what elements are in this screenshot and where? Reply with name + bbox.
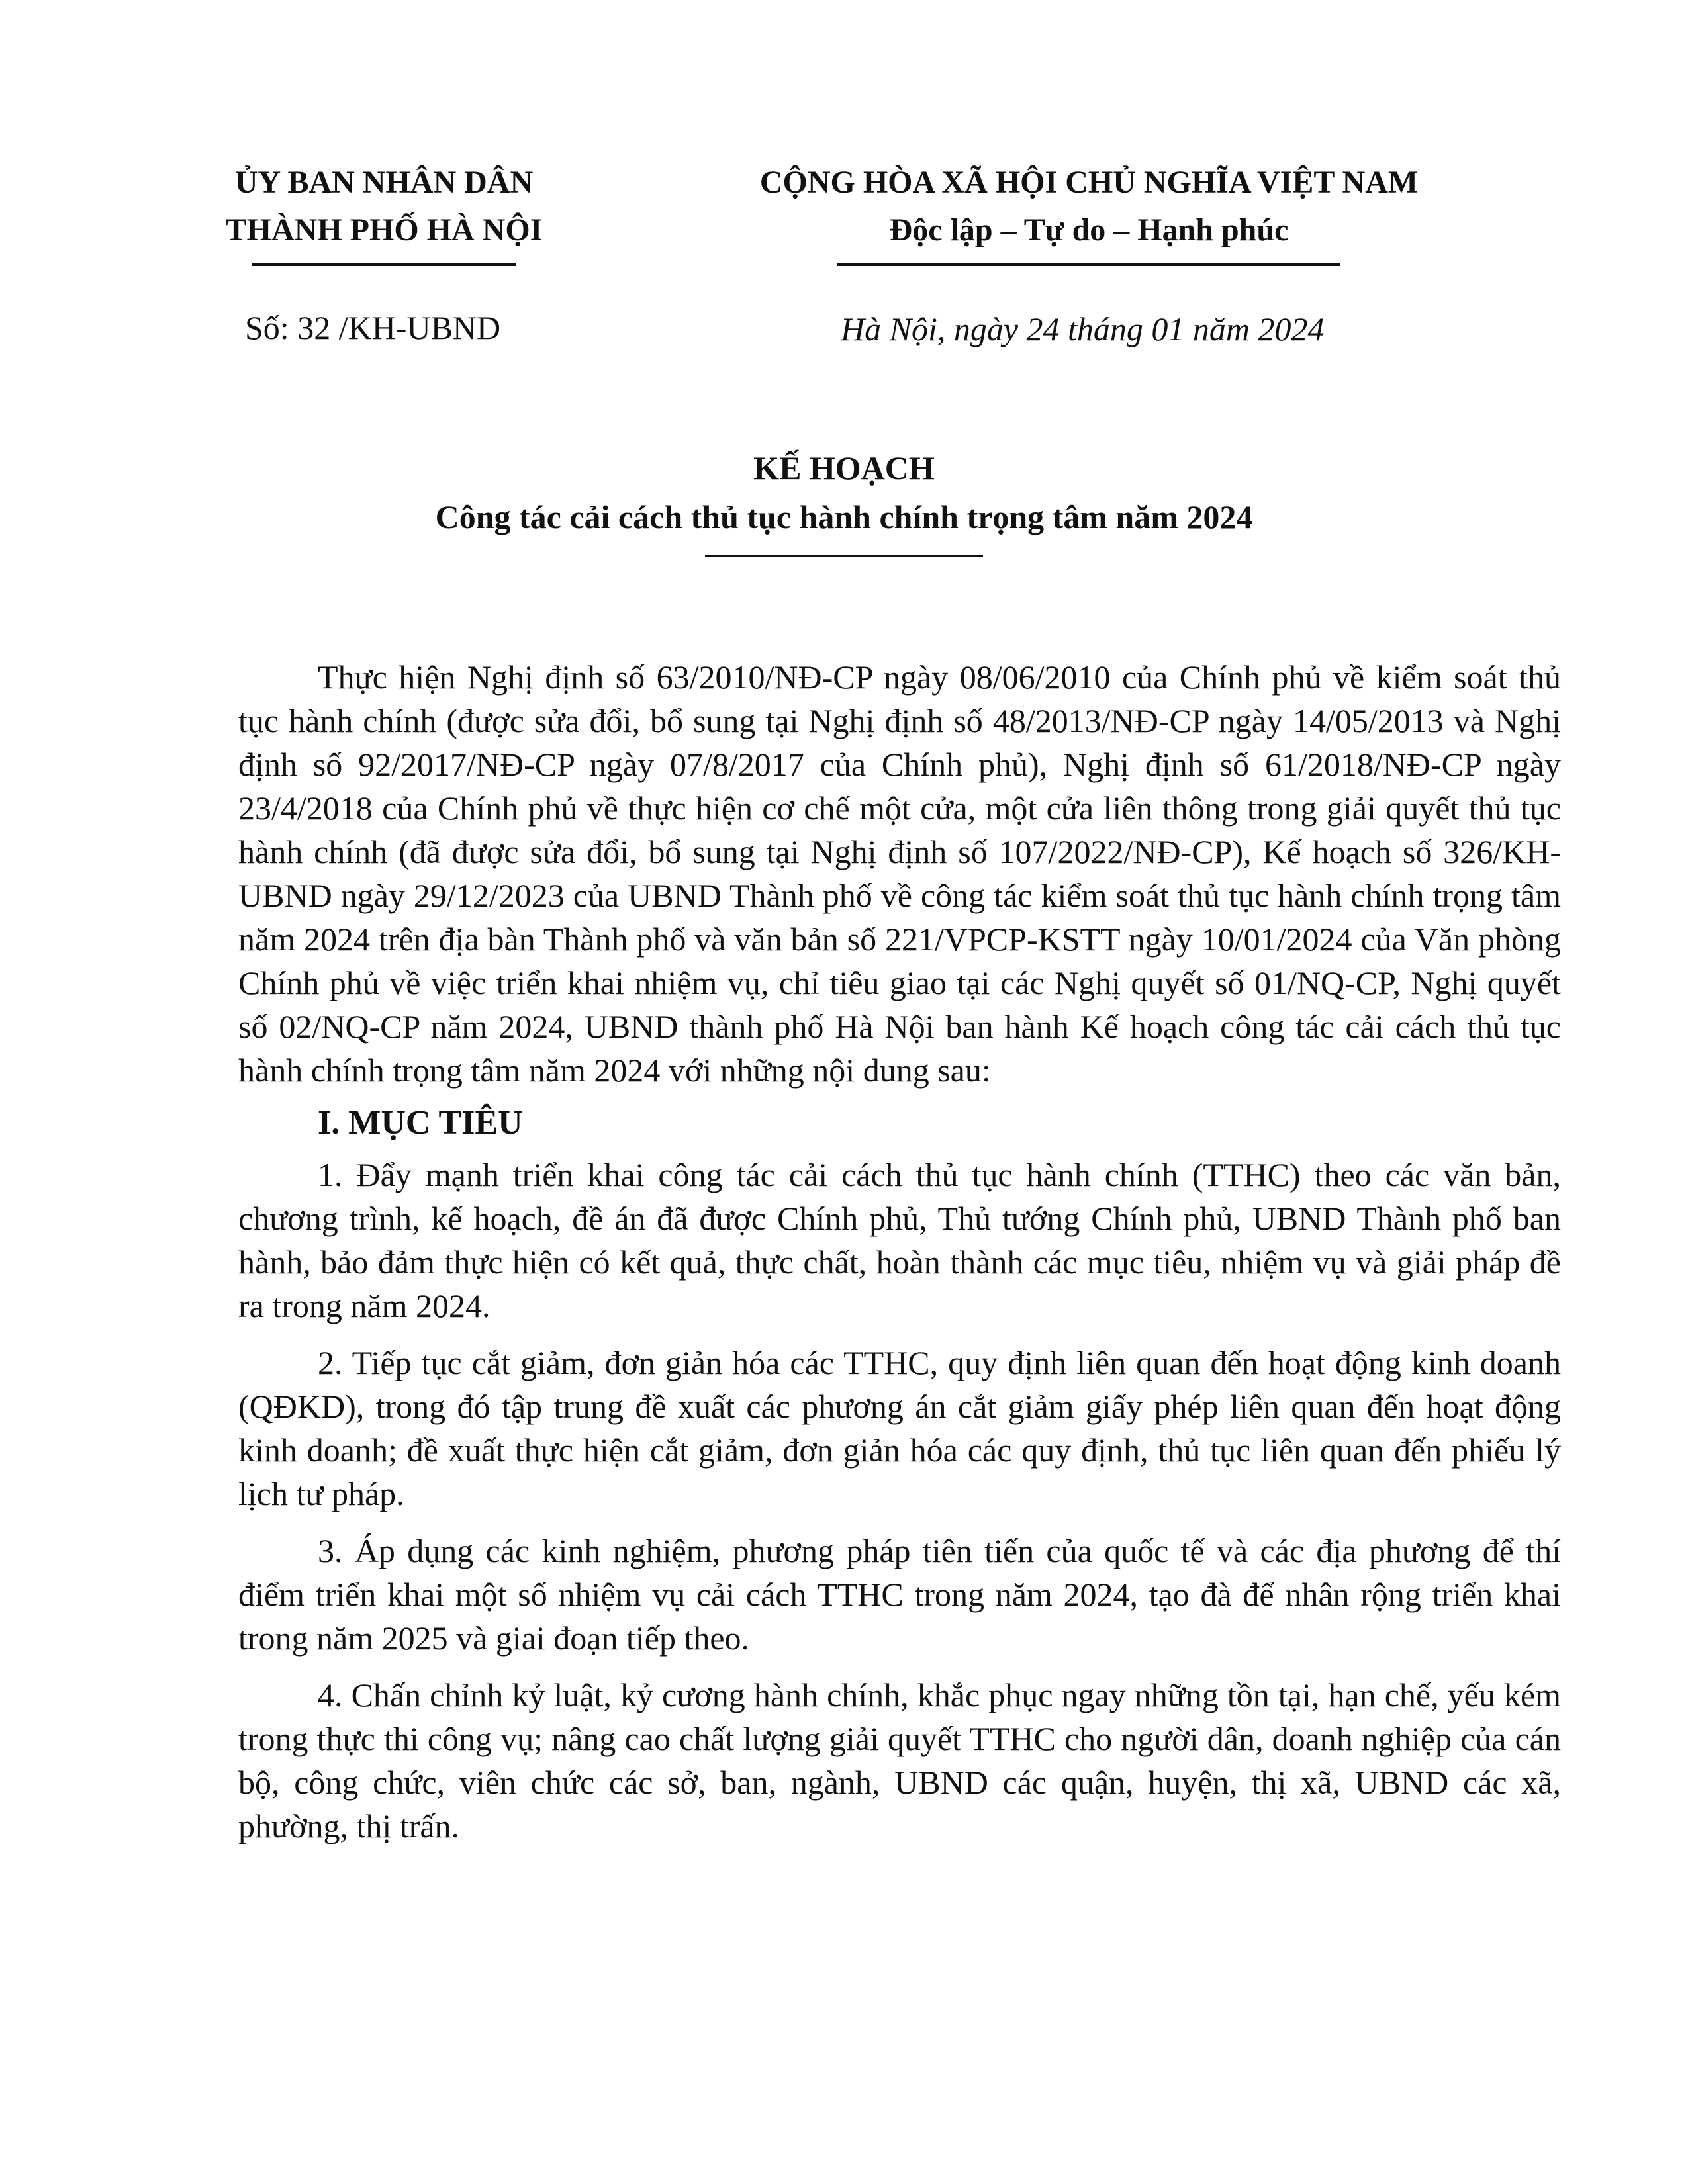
- agency-line-2: THÀNH PHỐ HÀ NỘI: [225, 212, 543, 248]
- intro-paragraph: Thực hiện Nghị định số 63/2010/NĐ-CP ngày 08/06/2010 của Chính phủ về kiểm soát thủ tục hành chính (được sửa đổi, bổ sung tại Nghị định số 48/2013/NĐ-CP ngày 14/05/2013 và Nghị định số 92/2017/NĐ-CP ngày 07/8/2017 của Chính phủ), Nghị định số 61/2018/NĐ-CP ngày 23/4/2018 của Chính phủ về thực hiện cơ chế một cửa, một cửa liên thông trong giải quyết thủ tục hành chính (đã được sửa đổi, bổ sung tại Nghị định số 107/2022/NĐ-CP), Kế hoạch số 326/KH-UBND ngày 29/12/2023 của UBND Thành phố về công tác kiểm soát thủ tục hành chính trọng tâm năm 2024 trên địa bàn Thành phố và văn bản số 221/VPCP-KSTT ngày 10/01/2024 của Văn phòng Chính phủ về việc triển khai nhiệm vụ, chỉ tiêu giao tại các Nghị quyết số 01/NQ-CP, Nghị quyết số 02/NQ-CP năm 2024, UBND thành phố Hà Nội ban hành Kế hoạch công tác cải cách thủ tục hành chính trọng tâm năm 2024 với những nội dung sau:: [238, 659, 1561, 1089]
- document-title: KẾ HOẠCH: [753, 449, 935, 486]
- document-body: [238, 655, 1561, 1854]
- agency-line-1: ỦY BAN NHÂN DÂN: [234, 165, 534, 200]
- motto-underline: [837, 263, 1340, 266]
- issuing-agency: [199, 159, 569, 266]
- title-underline: [705, 555, 983, 557]
- section-heading: I. MỤC TIÊU: [318, 1104, 523, 1142]
- national-motto: [675, 159, 1503, 266]
- document-title-block: [0, 443, 1688, 557]
- objective-item-1: 1. Đẩy mạnh triển khai công tác cải cách thủ tục hành chính (TTHC) theo các văn bản, chương trình, kế hoạch, đề án đã được Chính phủ, Thủ tướng Chính phủ, UBND Thành phố ban hành, bảo đảm thực hiện có kết quả, thực chất, hoàn thành các mục tiêu, nhiệm vụ và giải pháp đề ra trong năm 2024.: [238, 1156, 1561, 1324]
- document-date: Hà Nội, ngày 24 tháng 01 năm 2024: [841, 310, 1325, 347]
- objective-item-3: 3. Áp dụng các kinh nghiệm, phương pháp tiên tiến của quốc tế và các địa phương để thí điểm triển khai một số nhiệm vụ cải cách TTHC trong năm 2024, tạo đà để nhân rộng triển khai trong năm 2025 và giai đoạn tiếp theo.: [238, 1532, 1561, 1657]
- motto-line: Độc lập – Tự do – Hạnh phúc: [889, 212, 1289, 248]
- objective-item-4: 4. Chấn chỉnh kỷ luật, kỷ cương hành chính, khắc phục ngay những tồn tại, hạn chế, yếu kém trong thực thi công vụ; nâng cao chất lượng giải quyết TTHC cho người dân, doanh nghiệp của cán bộ, công chức, viên chức các sở, ban, ngành, UBND các quận, huyện, thị xã, UBND các xã, phường, thị trấn.: [238, 1676, 1561, 1844]
- document-subtitle: Công tác cải cách thủ tục hành chính trọng tâm năm 2024: [435, 498, 1253, 535]
- agency-underline: [252, 263, 516, 266]
- objective-item-2: 2. Tiếp tục cắt giảm, đơn giản hóa các TTHC, quy định liên quan đến hoạt động kinh doanh (QĐKD), trong đó tập trung đề xuất các phương án cắt giảm giấy phép liên quan đến hoạt động kinh doanh; đề xuất thực hiện cắt giảm, đơn giản hóa các quy định, thủ tục liên quan đến phiếu lý lịch tư pháp.: [238, 1344, 1561, 1512]
- country-name: CỘNG HÒA XÃ HỘI CHỦ NGHĨA VIỆT NAM: [759, 165, 1419, 200]
- document-number: Số: 32 /KH-UBND: [245, 309, 501, 346]
